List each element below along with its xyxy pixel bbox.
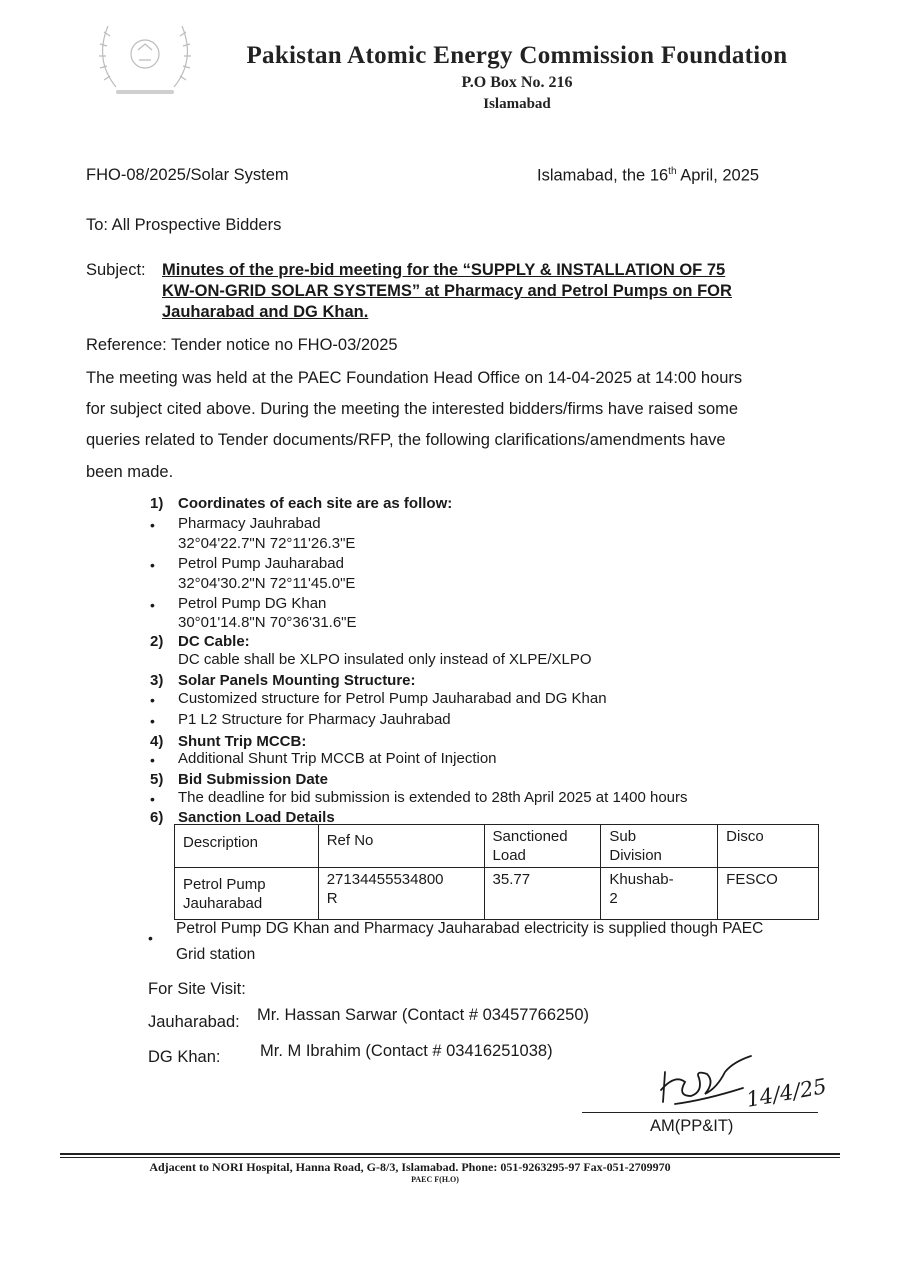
footer-divider (60, 1153, 840, 1155)
footer-divider-thin (60, 1157, 840, 1158)
table-cell: Petrol Pump Jauharabad (175, 868, 319, 920)
footer-code: PAEC F(H.O) (411, 1175, 459, 1184)
site-name: Petrol Pump Jauharabad (178, 555, 344, 572)
item-2-title: DC Cable: (178, 633, 250, 650)
jauharabad-label: Jauharabad: (148, 1013, 240, 1031)
subject-text: Minutes of the pre-bid meeting for the “SUPPLY & INSTALLATION OF 75 KW-ON-GRID SOLAR SYSTEMS” at Pharmacy and Petrol Pumps on FOR Jauharabad and DG Khan. (162, 261, 732, 321)
organization-city: Islamabad (483, 96, 551, 112)
dgkhan-label: DG Khan: (148, 1048, 221, 1066)
item-5-number: 5) (150, 771, 164, 788)
item-3-number: 3) (150, 672, 164, 689)
body-line-2: for subject cited above. During the meeting the interested bidders/firms have raised some (86, 400, 739, 418)
organization-name: Pakistan Atomic Energy Commission Foundation (246, 42, 788, 69)
site-name: Pharmacy Jauhrabad (178, 515, 321, 532)
item-2-text: DC cable shall be XLPO insulated only instead of XLPE/XLPO (178, 651, 592, 668)
bullet-icon: • (150, 557, 155, 573)
table-header-cell: Sanctioned Load (484, 825, 601, 868)
bullet-icon: • (148, 930, 153, 946)
electricity-note-line-1: Petrol Pump DG Khan and Pharmacy Jauharabad electricity is supplied though PAEC (176, 920, 764, 937)
table-cell: 27134455534800 R (318, 868, 484, 920)
table-header-cell: Description (175, 825, 319, 868)
item-1-title: Coordinates of each site are as follow: (178, 495, 453, 512)
bullet-icon: • (150, 692, 155, 708)
signatory-designation: AM(PP&IT) (650, 1117, 734, 1135)
dgkhan-contact: Mr. M Ibrahim (Contact # 03416251038) (260, 1042, 553, 1060)
signature-icon (655, 1052, 755, 1114)
foundation-logo (86, 12, 204, 98)
letter-date: Islamabad, the 16th April, 2025 (537, 166, 760, 185)
bullet-icon: • (150, 713, 155, 729)
item-3-title: Solar Panels Mounting Structure: (178, 672, 416, 689)
table-header-cell: Sub Division (601, 825, 718, 868)
jauharabad-contact: Mr. Hassan Sarwar (Contact # 03457766250) (257, 1006, 590, 1024)
electricity-note-line-2: Grid station (176, 946, 256, 963)
table-cell: FESCO (718, 868, 819, 920)
signature-line (582, 1112, 818, 1113)
item-1-number: 1) (150, 495, 164, 512)
bullet-icon: • (150, 791, 155, 807)
table-cell: 35.77 (484, 868, 601, 920)
item-2-number: 2) (150, 633, 164, 650)
item-4-number: 4) (150, 733, 164, 750)
item-4-bullet-1: Additional Shunt Trip MCCB at Point of Injection (178, 750, 497, 767)
bullet-icon: • (150, 752, 155, 768)
item-5-bullet-1: The deadline for bid submission is extended to 28th April 2025 at 1400 hours (178, 789, 688, 806)
table-header-row (175, 825, 819, 868)
letter-reference-number: FHO-08/2025/Solar System (86, 166, 289, 184)
item-3-bullet-1: Customized structure for Petrol Pump Jauharabad and DG Khan (178, 690, 607, 707)
signature-date: 14/4/25 (744, 1074, 829, 1112)
body-line-1: The meeting was held at the PAEC Foundation Head Office on 14-04-2025 at 14:00 hours (86, 369, 743, 387)
site-coordinates: 32°04'30.2"N 72°11'45.0"E (178, 575, 356, 592)
item-4-title: Shunt Trip MCCB: (178, 733, 307, 750)
item-6-number: 6) (150, 809, 164, 826)
table-header-cell: Ref No (318, 825, 484, 868)
tender-reference: Reference: Tender notice no FHO-03/2025 (86, 336, 398, 354)
site-visit-title: For Site Visit: (148, 980, 246, 998)
po-box: P.O Box No. 216 (461, 74, 573, 91)
addressee: To: All Prospective Bidders (86, 216, 282, 234)
site-coordinates: 30°01'14.8"N 70°36'31.6"E (178, 614, 357, 631)
site-coordinates: 32°04'22.7"N 72°11'26.3"E (178, 535, 356, 552)
sanction-load-table (174, 824, 819, 920)
body-line-4: been made. (86, 463, 174, 481)
bullet-icon: • (150, 597, 155, 613)
table-header-cell: Disco (718, 825, 819, 868)
body-line-3: queries related to Tender documents/RFP, the following clarifications/amendments have (86, 431, 726, 449)
footer-address: Adjacent to NORI Hospital, Hanna Road, G-8/3, Islamabad. Phone: 051-9263295-97 Fax-051-2709970 (149, 1160, 671, 1174)
item-5-title: Bid Submission Date (178, 771, 329, 788)
item-3-bullet-2: P1 L2 Structure for Pharmacy Jauhrabad (178, 711, 451, 728)
item-6-title: Sanction Load Details (178, 809, 335, 826)
subject-label: Subject: (86, 261, 146, 279)
site-name: Petrol Pump DG Khan (178, 595, 327, 612)
table-row (175, 868, 819, 920)
table-cell: Khushab- 2 (601, 868, 718, 920)
bullet-icon: • (150, 517, 155, 533)
